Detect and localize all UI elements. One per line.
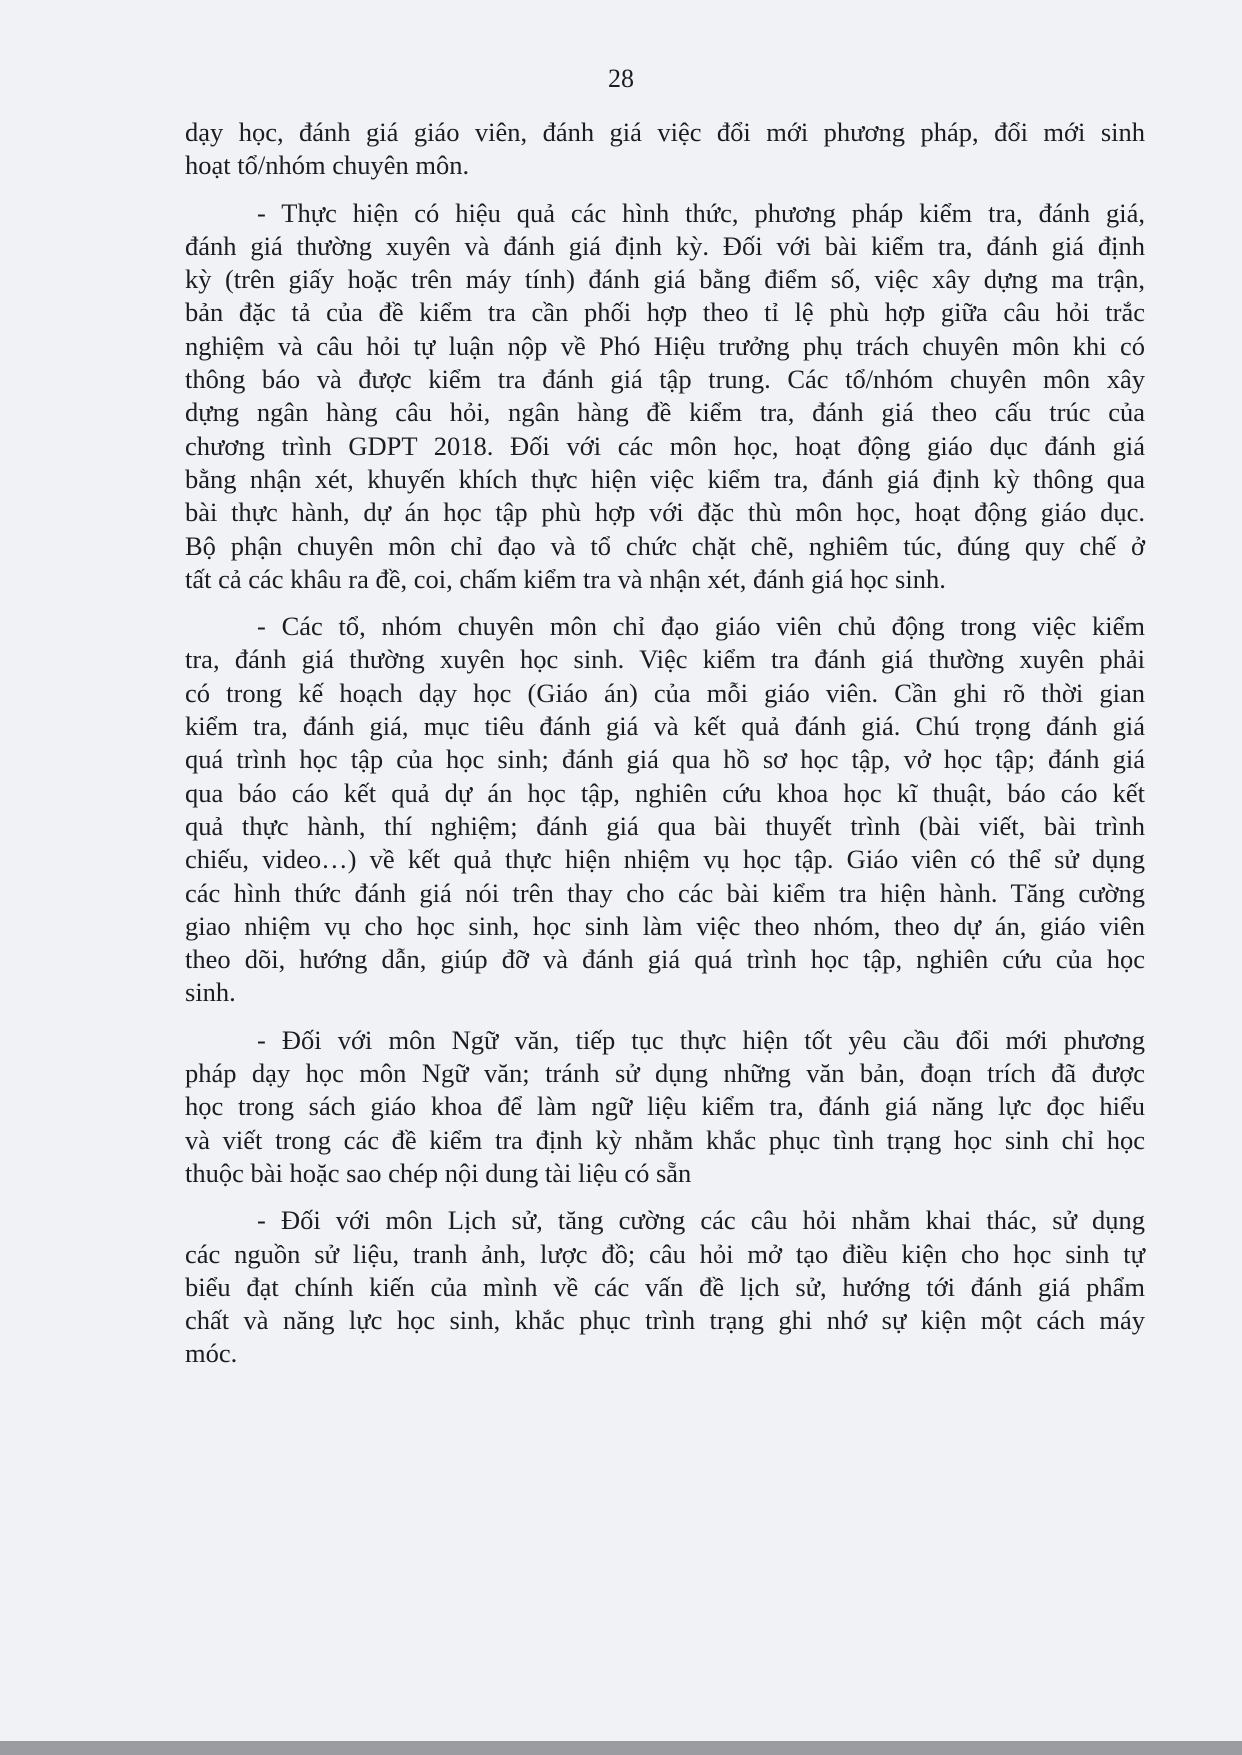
paragraph: [185, 116, 1145, 183]
text-line: chương trình GDPT 2018. Đối với các môn học, hoạt động giáo dục đánh giá: [185, 430, 1145, 461]
text-line: sinh.: [185, 977, 236, 1008]
text-line: và viết trong các đề kiểm tra định kỳ nhằm khắc phục tình trạng học sinh chỉ học: [185, 1124, 1145, 1155]
text-line: quá trình học tập của học sinh; đánh giá qua hồ sơ học tập, vở học tập; đánh giá: [185, 744, 1145, 775]
text-line: nghiệm và câu hỏi tự luận nộp về Phó Hiệu trưởng phụ trách chuyên môn khi có: [185, 330, 1145, 361]
text-line: thông báo và được kiểm tra đánh giá tập trung. Các tổ/nhóm chuyên môn xây: [185, 364, 1145, 395]
text-line: đánh giá thường xuyên và đánh giá định kỳ. Đối với bài kiểm tra, đánh giá định: [185, 230, 1145, 261]
scan-edge: [0, 1741, 1242, 1755]
text-line: tất cả các khâu ra đề, coi, chấm kiểm tra và nhận xét, đánh giá học sinh.: [185, 563, 946, 594]
text-line: Bộ phận chuyên môn chỉ đạo và tổ chức chặt chẽ, nghiêm túc, đúng quy chế ở: [185, 530, 1145, 561]
text-line: dựng ngân hàng câu hỏi, ngân hàng đề kiểm tra, đánh giá theo cấu trúc của: [185, 397, 1145, 428]
text-line: móc.: [185, 1338, 238, 1369]
text-line: hoạt tổ/nhóm chuyên môn.: [185, 150, 470, 181]
text-line: - Đối với môn Ngữ văn, tiếp tục thực hiện tốt yêu cầu đổi mới phương: [257, 1024, 1145, 1055]
text-line: theo dõi, hướng dẫn, giúp đỡ và đánh giá quá trình học tập, nghiên cứu của học: [185, 944, 1145, 975]
paragraph: [185, 197, 1145, 597]
text-line: biểu đạt chính kiến của mình về các vấn đề lịch sử, hướng tới đánh giá phẩm: [185, 1271, 1145, 1302]
text-line: kiểm tra, đánh giá, mục tiêu đánh giá và kết quả đánh giá. Chú trọng đánh giá: [185, 711, 1145, 742]
text-line: bằng nhận xét, khuyến khích thực hiện việc kiểm tra, đánh giá định kỳ thông qua: [185, 463, 1145, 494]
text-line: kỳ (trên giấy hoặc trên máy tính) đánh giá bằng điểm số, việc xây dựng ma trận,: [185, 264, 1145, 295]
text-line: quả thực hành, thí nghiệm; đánh giá qua bài thuyết trình (bài viết, bài trình: [185, 810, 1145, 841]
paragraph: [185, 1024, 1145, 1190]
text-line: chất và năng lực học sinh, khắc phục trình trạng ghi nhớ sự kiện một cách máy: [185, 1305, 1145, 1336]
text-line: học trong sách giáo khoa để làm ngữ liệu kiểm tra, đánh giá năng lực đọc hiểu: [185, 1091, 1145, 1122]
text-line: các nguồn sử liệu, tranh ảnh, lược đồ; câu hỏi mở tạo điều kiện cho học sinh tự: [185, 1238, 1145, 1269]
document-body: [185, 116, 1145, 1385]
text-line: có trong kế hoạch dạy học (Giáo án) của mỗi giáo viên. Cần ghi rõ thời gian: [185, 677, 1145, 708]
text-line: - Thực hiện có hiệu quả các hình thức, phương pháp kiểm tra, đánh giá,: [257, 197, 1145, 228]
text-line: bài thực hành, dự án học tập phù hợp với đặc thù môn học, hoạt động giáo dục.: [185, 497, 1145, 528]
text-line: chiếu, video…) về kết quả thực hiện nhiệm vụ học tập. Giáo viên có thể sử dụng: [185, 844, 1145, 875]
text-line: qua báo cáo kết quả dự án học tập, nghiên cứu khoa học kĩ thuật, báo cáo kết: [185, 777, 1145, 808]
text-line: bản đặc tả của đề kiểm tra cần phối hợp theo tỉ lệ phù hợp giữa câu hỏi trắc: [185, 297, 1145, 328]
text-line: tra, đánh giá thường xuyên học sinh. Việc kiểm tra đánh giá thường xuyên phải: [185, 644, 1145, 675]
text-line: giao nhiệm vụ cho học sinh, học sinh làm việc theo nhóm, theo dự án, giáo viên: [185, 910, 1145, 941]
text-line: pháp dạy học môn Ngữ văn; tránh sử dụng những văn bản, đoạn trích đã được: [185, 1058, 1145, 1089]
text-line: - Đối với môn Lịch sử, tăng cường các câu hỏi nhằm khai thác, sử dụng: [257, 1205, 1145, 1236]
text-line: dạy học, đánh giá giáo viên, đánh giá việc đổi mới phương pháp, đổi mới sinh: [185, 117, 1145, 147]
paragraph: [185, 1204, 1145, 1370]
text-line: thuộc bài hoặc sao chép nội dung tài liệu có sẵn: [185, 1157, 692, 1188]
page-number: 28: [608, 64, 634, 93]
paragraph: [185, 610, 1145, 1010]
text-line: các hình thức đánh giá nói trên thay cho các bài kiểm tra hiện hành. Tăng cường: [185, 877, 1145, 908]
text-line: - Các tổ, nhóm chuyên môn chỉ đạo giáo viên chủ động trong việc kiểm: [257, 611, 1145, 642]
